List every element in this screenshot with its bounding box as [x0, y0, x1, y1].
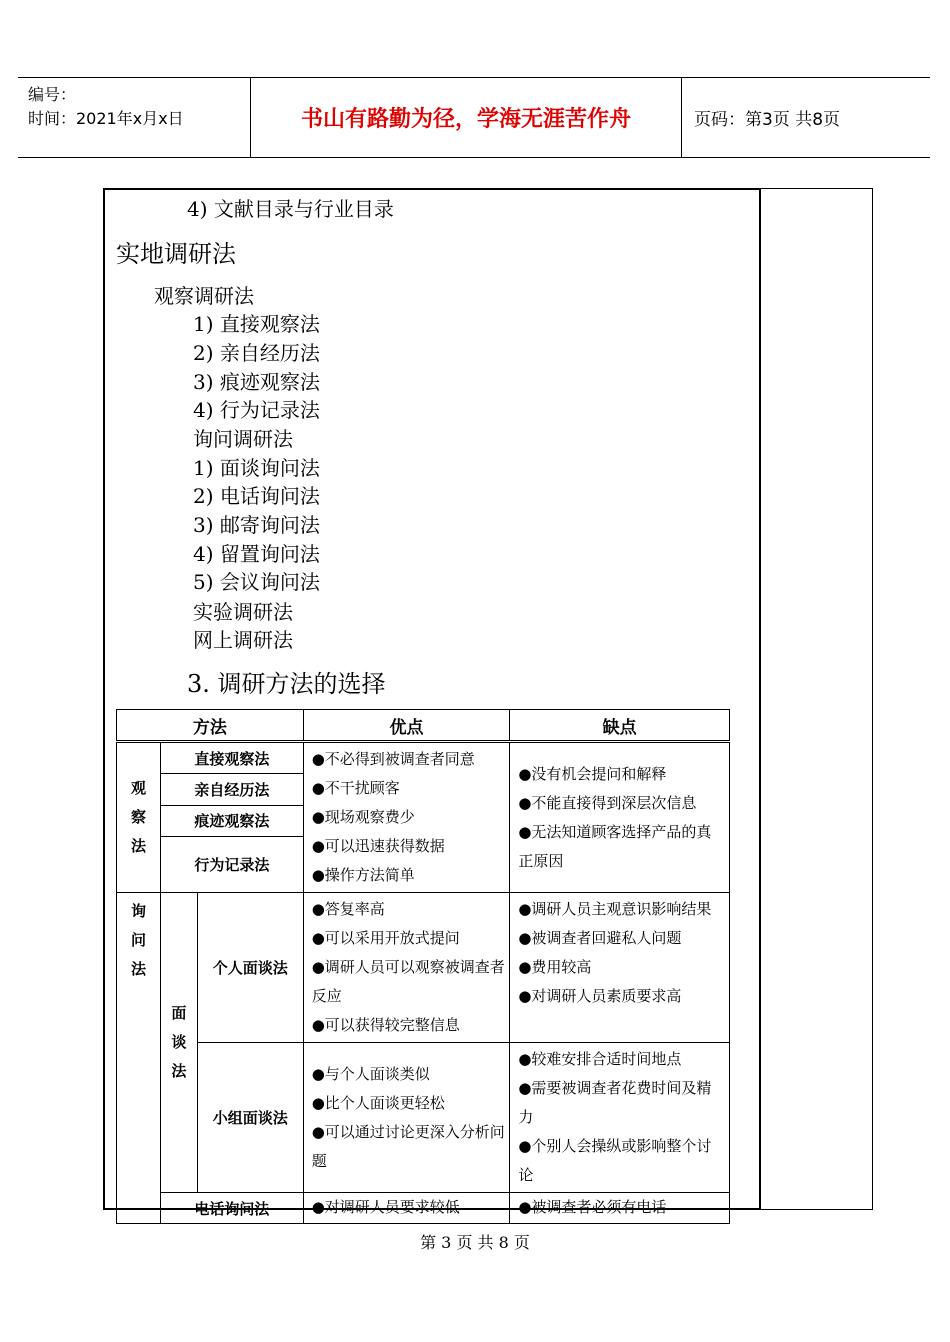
time-label: 时间：2021年x月x日: [28, 109, 184, 128]
method-direct-observation: 直接观察法: [160, 742, 303, 774]
inquiry-item: 5) 会议询问法: [193, 570, 320, 594]
observe-cons: ●没有机会提问和解释 ●不能直接得到深层次信息 ●无法知道顾客选择产品的真正原因: [510, 742, 730, 893]
number-label: 编号：: [28, 85, 77, 104]
personal-cons: ●调研人员主观意识影响结果 ●被调查者回避私人问题 ●费用较高 ●对调研人员素质要求高: [510, 893, 730, 1043]
table-row: [117, 742, 730, 774]
table-header-row: [117, 710, 730, 742]
inquiry-item: 2) 电话询问法: [193, 484, 320, 508]
sub-inquiry: 询问调研法: [193, 427, 293, 451]
observe-pros: ●不必得到被调查者同意 ●不干扰顾客 ●现场观察费少 ●可以迅速获得数据 ●操作方法简单: [303, 742, 510, 893]
header-page-label: 页码：第3页 共8页: [694, 110, 841, 130]
header-meta: [18, 78, 251, 157]
inquiry-item: 3) 邮寄询问法: [193, 513, 320, 537]
observe-item: 4) 行为记录法: [193, 398, 320, 422]
inquiry-item: 1) 面谈询问法: [193, 456, 320, 480]
sub-observe: 观察调研法: [154, 284, 254, 308]
phone-cons: ●被调查者必须有电话: [510, 1193, 730, 1224]
header-motto: 书山有路勤为径，学海无涯苦作舟: [251, 78, 682, 157]
method-behavior-record: 行为记录法: [160, 836, 303, 892]
table-row: [117, 893, 730, 1043]
heading-field-research: 实地调研法: [116, 240, 236, 268]
inquiry-item: 4) 留置询问法: [193, 542, 320, 566]
observe-item: 3) 痕迹观察法: [193, 370, 320, 394]
table-row: [117, 1193, 730, 1224]
method-phone-inquiry: 电话询问法: [160, 1193, 303, 1224]
table-row: [117, 1043, 730, 1193]
sub-online: 网上调研法: [193, 628, 293, 652]
observe-item: 1) 直接观察法: [193, 312, 320, 336]
header-cons: 缺点: [510, 710, 730, 742]
method-trace-observation: 痕迹观察法: [160, 805, 303, 836]
method-personal-experience: 亲自经历法: [160, 774, 303, 805]
sub-experiment: 实验调研法: [193, 600, 293, 624]
page-header: [18, 77, 930, 158]
header-method: 方法: [117, 710, 304, 742]
group-pros: ●与个人面谈类似 ●比个人面谈更轻松 ●可以通过讨论更深入分析问题: [303, 1043, 510, 1193]
method-personal-interview: 个人面谈法: [197, 893, 303, 1043]
group-inquiry: 询 问 法: [117, 893, 161, 1224]
methods-table: [116, 709, 730, 1224]
line-catalog: 4) 文献目录与行业目录: [187, 197, 394, 221]
phone-pros: ●对调研人员要求较低: [303, 1193, 510, 1224]
method-group-interview: 小组面谈法: [197, 1043, 303, 1193]
group-observe: 观 察 法: [117, 742, 161, 893]
group-interview: 面 谈 法: [160, 893, 197, 1193]
observe-item: 2) 亲自经历法: [193, 341, 320, 365]
personal-pros: ●答复率高 ●可以采用开放式提问 ●调研人员可以观察被调查者反应 ●可以获得较完整信息: [303, 893, 510, 1043]
group-cons: ●较难安排合适时间地点 ●需要被调查者花费时间及精力 ●个别人会操纵或影响整个讨论: [510, 1043, 730, 1193]
section-3-heading: 3. 调研方法的选择: [187, 670, 386, 698]
header-pros: 优点: [303, 710, 510, 742]
page-footer: 第 3 页 共 8 页: [420, 1233, 530, 1252]
